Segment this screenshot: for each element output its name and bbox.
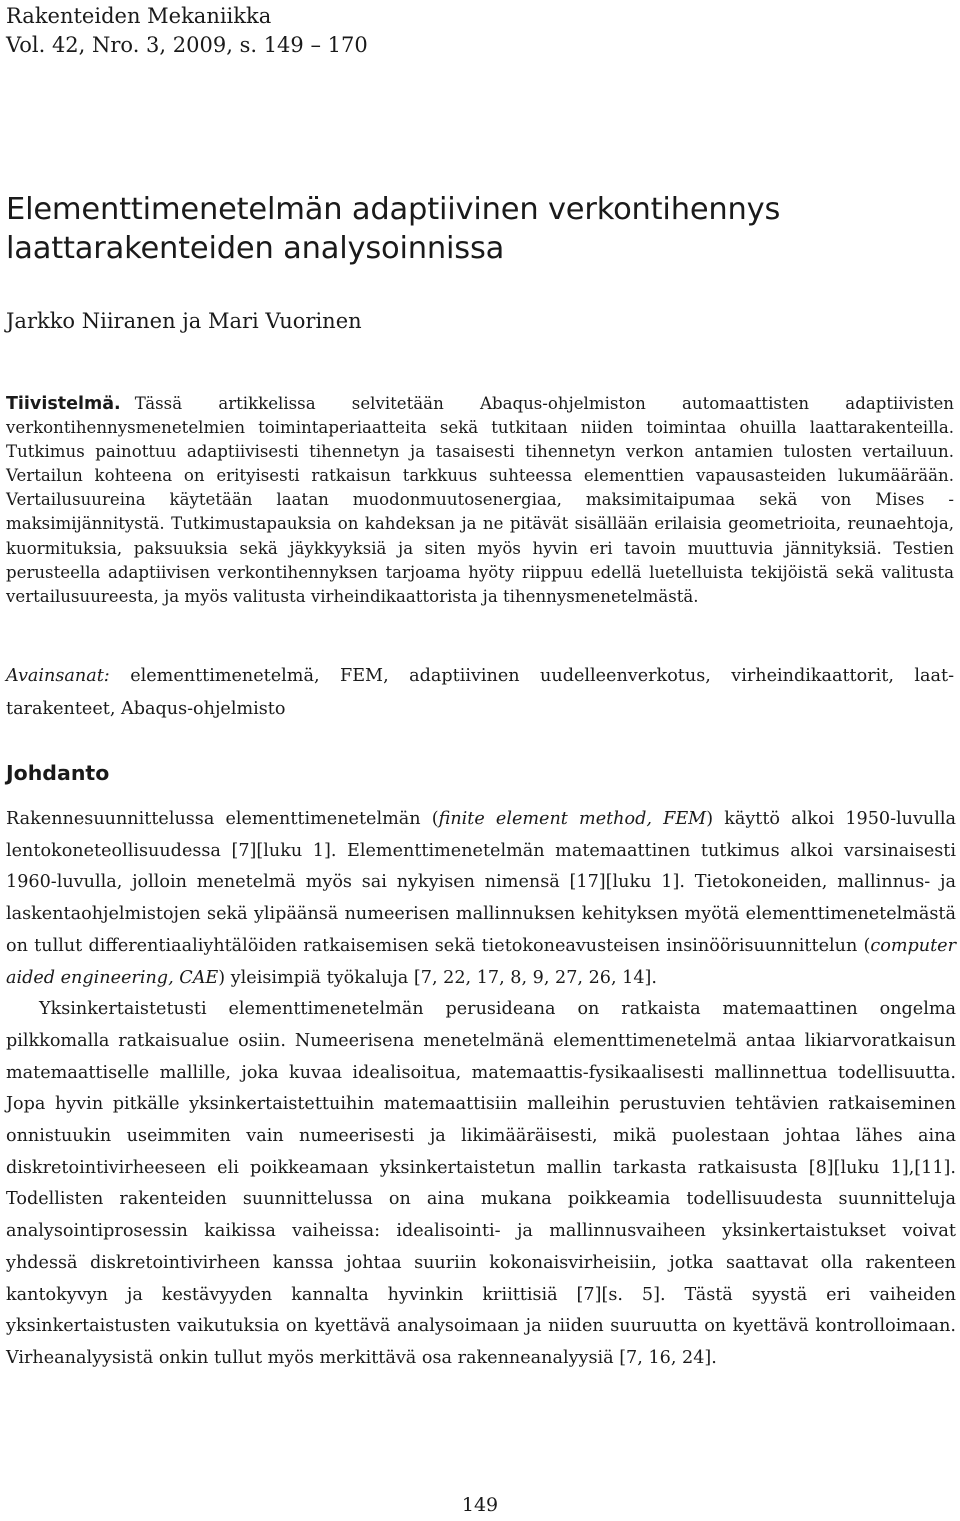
paragraph-1-part-c: ) käyttö alkoi 1950-luvulla lentokoneteollisuudessa [7][luku 1]. Elementtimenetelmän matemaattinen tutkimus alkoi varsinaisesti 1960-luvulla, jolloin menetelmä myös sai nykyisen nimensä [17][luku 1]. Tietokoneiden, mallinnus- ja laskentaohjelmistojen sekä ylipäänsä numeerisen mallinnuksen kehityksen myötä elementtimenetelmästä on tullut differentiaaliyhtälöiden ratkaisemisen sekä tietokoneavusteisen insinöörisuunnittelun ( [6,809,957,956]
abstract [6,392,954,609]
paragraph-1-term-fem: finite element method, FEM [438,809,707,829]
abstract-label: Tiivistelmä. [6,394,121,414]
paragraph-1-term-cae: computer aided engineering, CAE [6,935,956,988]
article-authors: Jarkko Niiranen ja Mari Vuorinen [6,309,362,333]
abstract-text: Tässä artikkelissa selvitetään Abaqus-ohjelmiston automaattisten adaptiivisten verkontihennysmenetelmien toimintaperiaatteita sekä tutkitaan niiden toimintaa ohuilla laattarakenteilla. Tutkimus painottuu adaptiivisesti tihennetyn ja tasaisesti tihennetyn verkon antamien tulosten vertailuun. Vertailun kohteena on erityisesti ratkaisun tarkkuus suhteessa elementtien vapausasteiden lukumäärään. Vertailusuureina käytetään laatan muodonmuutosenergiaa, maksimitaipumaa sekä von Mises -maksimijännitystä. Tutkimustapauksia on kahdeksan ja ne pitävät sisällään erilaisia geometrioita, reunaehtoja, kuormituksia, paksuuksia sekä jäykkyyksiä ja siten myös hyvin eri tavoin muuttuvia jännityksiä. Testien perusteella adaptiivisen verkontihennyksen tarjoama hyöty riippuu edellä luetelluista tekijöistä sekä valitusta vertailusuureesta, ja myös valitusta virheindikaattorista ja tihennysmenetelmästä. [6,394,954,606]
paragraph-1-part-a: Rakennesuunnittelussa elementtimenetelmän ( [6,809,439,829]
article-title-line-1: Elementtimenetelmän adaptiivinen verkontihennys [6,192,781,227]
journal-issue: Vol. 42, Nro. 3, 2009, s. 149 – 170 [6,33,368,57]
keywords-text: elementtimenetelmä, FEM, adaptiivinen uudelleenverkotus, virheindikaattorit, laattarakenteet, Abaqus-ohjelmisto [6,666,955,719]
section-heading: Johdanto [6,761,110,785]
body-text [6,804,956,1375]
keywords-label: Avainsanat: [6,666,110,686]
article-title-line-2: laattarakenteiden analysoinnissa [6,231,505,266]
keywords [6,660,954,725]
paragraph-1-part-e: ) yleisimpiä työkaluja [7, 22, 17, 8, 9, 27, 26, 14]. [218,967,658,988]
journal-header [6,2,368,60]
page-number: 149 [461,1494,499,1516]
journal-name: Rakenteiden Mekaniikka [6,4,272,28]
paragraph-1 [6,804,956,994]
paragraph-2: Yksinkertaistetusti elementtimenetelmän perusideana on ratkaista matemaattinen ongelma pilkkomalla ratkaisualue osiin. Numeerisena menetelmänä elementtimenetelmä antaa likiarvoratkaisun matemaattiselle mallille, joka kuvaa idealisoitua, matemaattis-fysikaalisesti mallinnettua todellisuutta. Jopa hyvin pitkälle yksinkertaistettuihin matemaattisiin malleihin perustuvien tehtävien ratkaiseminen onnistuukin useimmiten vain numeerisesti ja likimääräisesti, mikä puolestaan johtaa lähes aina diskretointivirheeseen eli poikkeamaan yksinkertaistetun mallin tarkasta ratkaisusta [8][luku 1],[11]. Todellisten rakenteiden suunnittelussa on aina mukana poikkeamia todellisuudesta suunnitteluja analysointiprosessin kaikissa vaiheissa: idealisointi- ja mallinnusvaiheen yksinkertaistukset voivat yhdessä diskretointivirheen kanssa johtaa suuriin kokonaisvirheisiin, jotka saattavat olla rakenteen kantokyvyn ja kestävyyden kannalta hyvinkin kriittisiä [7][s. 5]. Tästä syystä eri vaiheiden yksinkertaistusten vaikutuksia on kyettävä analysoimaan ja niiden suuruutta on kyettävä kontrolloimaan. Virheanalyysistä onkin tullut myös merkittävä osa rakenneanalyysiä [7, 16, 24]. [6,999,956,1368]
article-title [6,190,954,268]
